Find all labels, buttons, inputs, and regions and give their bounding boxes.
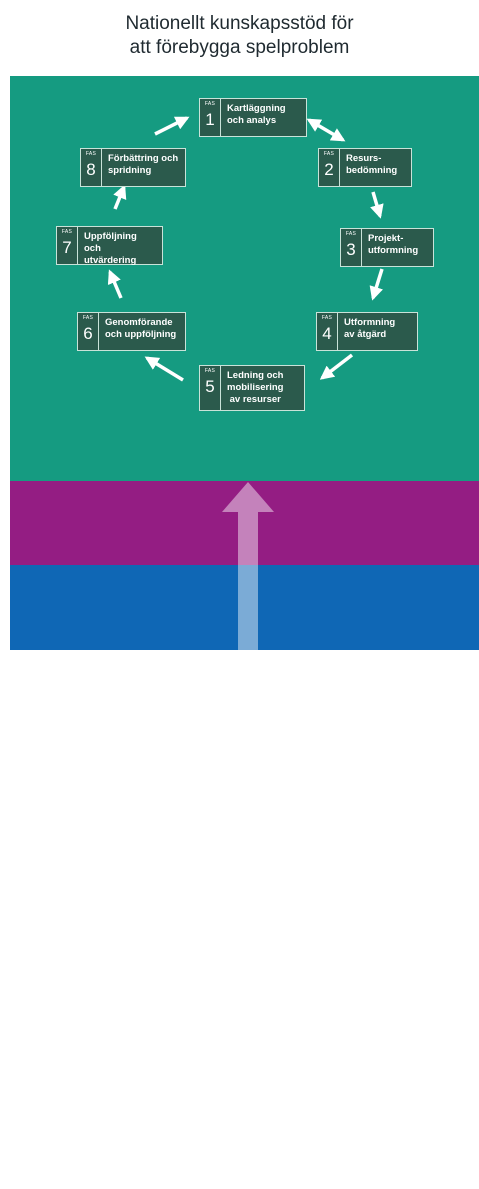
phase-7-badge [57, 227, 78, 264]
phase-4-box [316, 312, 418, 351]
focus-label: Fokus på barn & unga [158, 995, 336, 1015]
phase-1-label: Kartläggning och analys [227, 103, 286, 126]
phase-1-box [199, 98, 307, 137]
phase-6-badge [78, 313, 99, 350]
phase-1-prefix: FAS [204, 101, 216, 107]
arrow-6-7 [110, 272, 121, 298]
phase-3-box [340, 228, 434, 267]
phase-5-box [199, 365, 305, 411]
phase-4-prefix: FAS [321, 315, 333, 321]
phase-3-badge [341, 229, 362, 266]
phase-4-badge [317, 313, 338, 350]
phase-5-badge [200, 366, 221, 410]
phase-2-label: Resurs- bedömning [346, 153, 398, 176]
phase-2-prefix: FAS [323, 151, 335, 157]
phase-3-label: Projekt- utformning [368, 233, 419, 256]
arrow-7-8 [115, 187, 124, 209]
phase-2-box [318, 148, 412, 187]
phase-7-number: 7 [62, 238, 72, 257]
phase-5-number: 5 [205, 377, 215, 396]
phase-5-prefix: FAS [204, 368, 216, 374]
phase-2-badge [319, 149, 340, 186]
phase-5-label: Ledning och mobilisering av resurser [227, 370, 284, 405]
phase-6-number: 6 [83, 324, 93, 343]
arrow-3-4 [373, 269, 382, 298]
phase-8-label: Förbättring och spridning [108, 153, 179, 176]
arrow-8-1 [155, 118, 187, 134]
phase-7-prefix: FAS [61, 229, 73, 235]
phase-6-box [77, 312, 186, 351]
phase-1-number: 1 [205, 110, 215, 129]
phase-1-badge [200, 99, 221, 136]
phase-8-number: 8 [86, 160, 96, 179]
arrow-2-3 [373, 192, 380, 216]
diagram-title: Nationellt kunskapsstöd för att förebygga spelproblem [125, 13, 354, 58]
arrow-5-6 [147, 358, 183, 380]
phase-8-box [80, 148, 186, 187]
arrow-4-5 [322, 355, 352, 378]
arrow-1-2 [309, 120, 343, 140]
phase-7-label: Uppföljning och utvärdering [84, 231, 137, 266]
phase-6-prefix: FAS [82, 315, 94, 321]
phase-3-number: 3 [346, 240, 356, 259]
knowledge-label: Kunskap om spel om pengar och spelproblem [150, 1146, 344, 1188]
phase-4-label: Utformning av åtgärd [344, 317, 396, 340]
phase-4-number: 4 [322, 324, 332, 343]
phase-6-label: Genomförande och uppföljning [105, 317, 177, 340]
phase-2-number: 2 [324, 160, 334, 179]
phase-8-badge [81, 149, 102, 186]
phase-8-prefix: FAS [85, 151, 97, 157]
phase-7-box [56, 226, 163, 265]
phase-3-prefix: FAS [345, 231, 357, 237]
